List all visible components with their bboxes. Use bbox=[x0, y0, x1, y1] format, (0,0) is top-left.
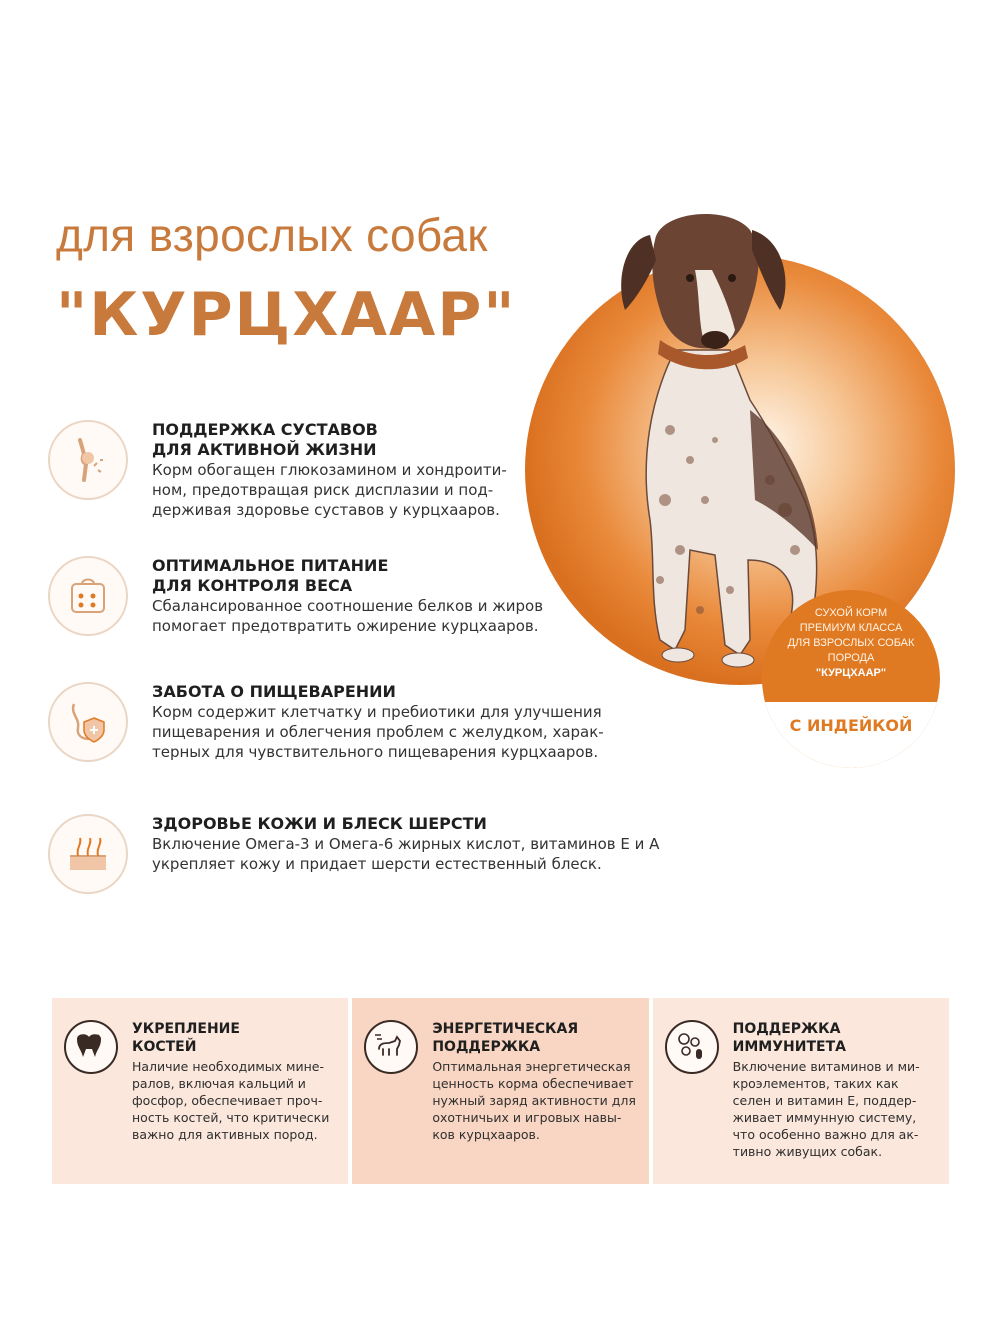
benefit-panel bbox=[653, 998, 949, 1184]
vitamins-icon bbox=[665, 1020, 719, 1074]
badge-flavor-band bbox=[762, 699, 940, 768]
skin-coat-icon bbox=[48, 814, 128, 894]
teeth-icon bbox=[64, 1020, 118, 1074]
feature-heading: ПОДДЕРЖКА СУСТАВОВ ДЛЯ АКТИВНОЙ ЖИЗНИ bbox=[152, 420, 378, 459]
feature-description: Корм содержит клетчатку и пребиотики для улучшения пищеварения и облегчения проблем с желудком, харак- терных для чувствительного пищеварения курцхааров. bbox=[152, 703, 604, 761]
feature-heading: ОПТИМАЛЬНОЕ ПИТАНИЕ ДЛЯ КОНТРОЛЯ ВЕСА bbox=[152, 556, 389, 595]
benefit-panels bbox=[52, 998, 949, 1184]
badge-line: ПОРОДА bbox=[827, 652, 875, 664]
joint-icon bbox=[48, 420, 128, 500]
benefit-panel bbox=[352, 998, 648, 1184]
feature-heading: ЗДОРОВЬЕ КОЖИ И БЛЕСК ШЕРСТИ bbox=[152, 814, 487, 833]
digestion-icon bbox=[48, 682, 128, 762]
badge-line: ДЛЯ ВЗРОСЛЫХ СОБАК bbox=[787, 637, 915, 649]
panel-title: ПОДДЕРЖКА ИММУНИТЕТА bbox=[732, 1021, 846, 1055]
panel-description: Включение витаминов и ми- кроэлементов, таких как селен и витамин Е, поддер- живает иммунную систему, что особенно важно для ак- тивно живущих собак. bbox=[732, 1059, 920, 1159]
feature-item bbox=[48, 420, 668, 520]
badge-breed: "КУРЦХААР" bbox=[815, 667, 887, 679]
feature-item bbox=[48, 682, 668, 772]
feature-description: Включение Омега-3 и Омега-6 жирных кислот, витаминов Е и А укрепляет кожу и придает шерсти естественный блеск. bbox=[152, 835, 660, 873]
badge-flavor: С ИНДЕЙКОЙ bbox=[789, 716, 913, 735]
feature-heading: ЗАБОТА О ПИЩЕВАРЕНИИ bbox=[152, 682, 396, 701]
feature-description: Корм обогащен глюкозамином и хондроити- ном, предотвращая риск дисплазии и под- держивая здоровье суставов у курцхааров. bbox=[152, 461, 507, 519]
panel-title: УКРЕПЛЕНИЕ КОСТЕЙ bbox=[132, 1021, 240, 1055]
panel-description: Наличие необходимых мине- ралов, включая кальций и фосфор, обеспечивает проч- ность костей, что критически важно для активных пород. bbox=[132, 1059, 330, 1142]
panel-title: ЭНЕРГЕТИЧЕСКАЯ ПОДДЕРЖКА bbox=[432, 1021, 579, 1055]
running-dog-icon bbox=[364, 1020, 418, 1074]
benefit-panel bbox=[52, 998, 348, 1184]
page-subtitle: для взрослых собак bbox=[56, 209, 488, 261]
badge-line: СУХОЙ КОРМ bbox=[814, 607, 888, 619]
badge-line: ПРЕМИУМ КЛАССА bbox=[799, 622, 903, 634]
page-title: "КУРЦХААР" bbox=[56, 280, 517, 350]
feature-item bbox=[48, 556, 668, 646]
product-badge bbox=[762, 590, 940, 768]
feature-item bbox=[48, 814, 668, 894]
scale-icon bbox=[48, 556, 128, 636]
panel-description: Оптимальная энергетическая ценность корма обеспечивает нужный заряд активности для охотничьих и игровых навы- ков курцхааров. bbox=[432, 1059, 636, 1142]
badge-description bbox=[762, 606, 940, 681]
feature-description: Сбалансированное соотношение белков и жиров помогает предотвратить ожирение курцхааров. bbox=[152, 597, 544, 635]
